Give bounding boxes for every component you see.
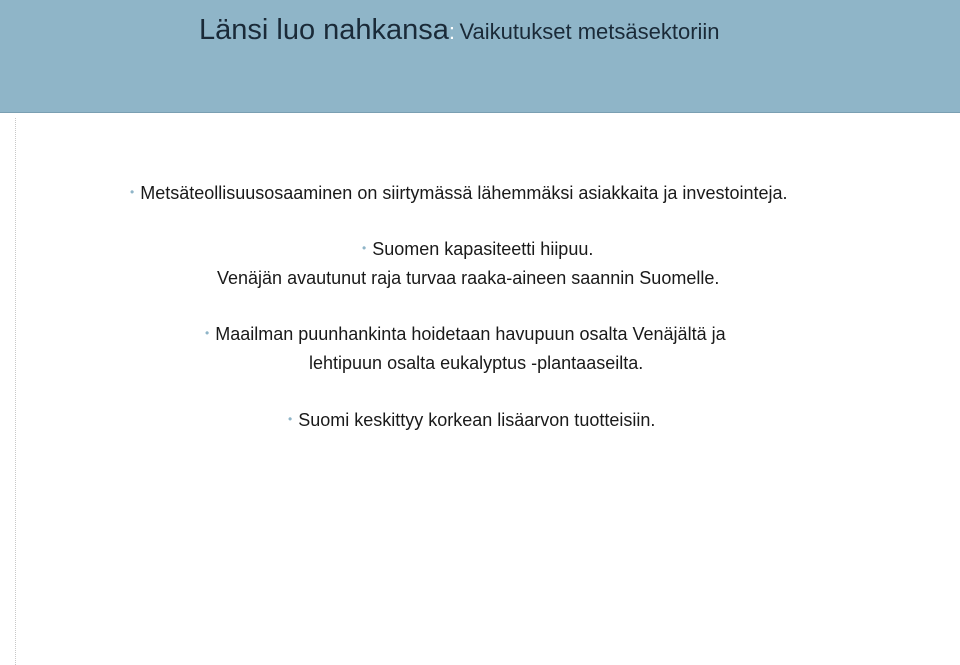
bullet-text: Maailman puunhankinta hoidetaan havupuun osalta Venäjältä ja bbox=[215, 324, 726, 344]
title-main: Länsi luo nahkansa bbox=[199, 14, 449, 46]
bullet-icon: • bbox=[288, 412, 293, 427]
bullet-text: Suomi keskittyy korkean lisäarvon tuotteisiin. bbox=[298, 410, 656, 430]
bullet-item-3-continuation bbox=[309, 349, 643, 377]
slide-header bbox=[0, 0, 960, 113]
margin-guide-line bbox=[15, 118, 16, 665]
bullet-icon: • bbox=[362, 241, 367, 256]
slide-title bbox=[199, 14, 720, 47]
bullet-item-1 bbox=[130, 179, 788, 208]
bullet-icon: • bbox=[205, 326, 210, 341]
bullet-text: Venäjän avautunut raja turvaa raaka-aineen saannin Suomelle. bbox=[217, 268, 720, 288]
bullet-icon: • bbox=[130, 185, 135, 200]
bullet-item-4 bbox=[288, 406, 655, 435]
bullet-text: lehtipuun osalta eukalyptus -plantaaseilta. bbox=[309, 353, 644, 373]
title-separator: : bbox=[448, 19, 456, 44]
bullet-text: Suomen kapasiteetti hiipuu. bbox=[372, 239, 594, 259]
title-subtitle: Vaikutukset metsäsektoriin bbox=[459, 19, 720, 44]
bullet-text: Metsäteollisuusosaaminen on siirtymässä lähemmäksi asiakkaita ja investointeja. bbox=[140, 183, 788, 203]
bullet-item-2-continuation bbox=[217, 264, 719, 292]
bullet-item-3 bbox=[205, 320, 726, 349]
bullet-item-2 bbox=[362, 235, 593, 264]
